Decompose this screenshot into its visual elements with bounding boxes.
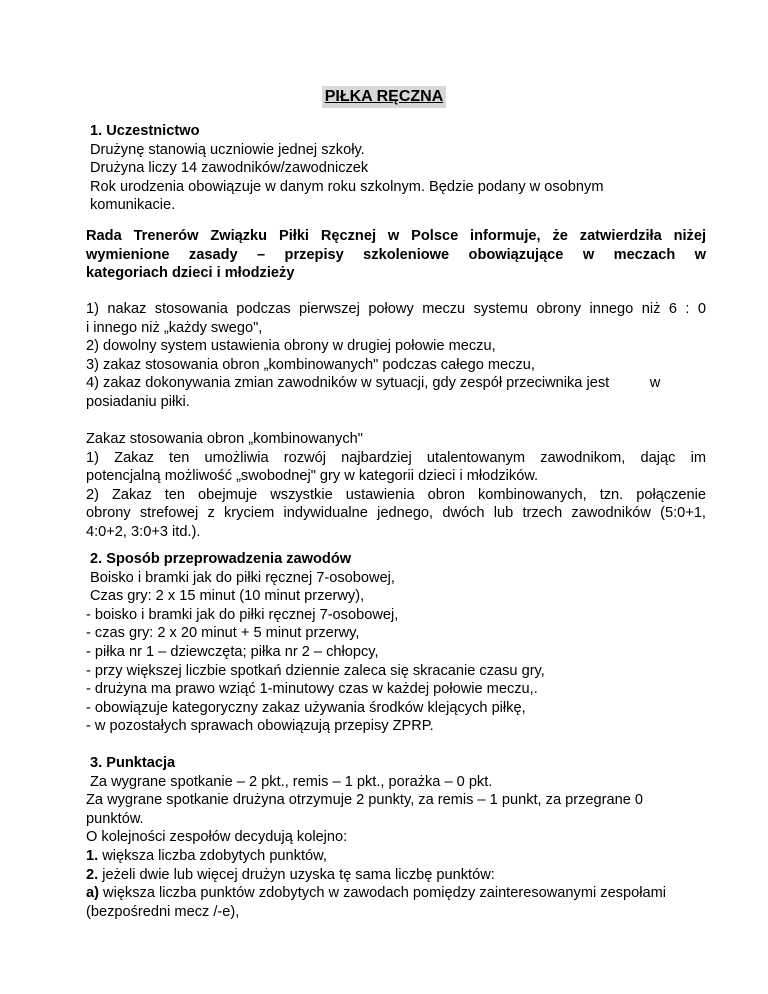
rule-line: 3) zakaz stosowania obron „kombinowanych" podczas całego meczu, [86, 356, 535, 373]
list-item: - boisko i bramki jak do piłki ręcznej 7-osobowej, [86, 606, 399, 623]
paragraph-line: punktów. [86, 810, 144, 827]
paragraph-line: potencjalną możliwość „swobodnej" gry w kategorii dzieci i młodzików. [86, 468, 539, 485]
paragraph-line: O kolejności zespołów decydują kolejno: [86, 829, 348, 846]
item-text: większa liczba punktów zdobytych w zawodach pomiędzy zainteresowanymi zespołami [98, 885, 666, 902]
paragraph-line: Rok urodzenia obowiązuje w danym roku szkolnym. Będzie podany w osobnym [90, 178, 604, 195]
list-item: - drużyna ma prawo wziąć 1-minutowy czas w każdej połowie meczu,. [86, 681, 538, 698]
paragraph-line: Drużynę stanowią uczniowie jednej szkoły. [90, 141, 365, 158]
paragraph-line: Rada Trenerów Związku Piłki Ręcznej w Polsce informuje, że zatwierdziła niżej [86, 228, 706, 244]
rule-line: 4) zakaz dokonywania zmian zawodników w sytuacji, gdy zespół przeciwnika jest w [86, 375, 661, 392]
list-item: - piłka nr 1 – dziewczęta; piłka nr 2 – chłopcy, [86, 643, 379, 660]
rule-line: 1) nakaz stosowania podczas pierwszej połowy meczu systemu obrony innego niż 6 : 0 [86, 301, 706, 317]
ranking-item-a [86, 884, 706, 903]
paragraph-line: Za wygrane spotkanie – 2 pkt., remis – 1 pkt., porażka – 0 pkt. [90, 773, 493, 790]
section-heading: 1. Uczestnictwo [90, 123, 200, 139]
item-number: a) [86, 885, 99, 902]
paragraph-line: obrony strefowej z kryciem indywidualne jednego, dwóch lub trzech zawodników (5:0+1, [86, 505, 706, 522]
paragraph-line: Zakaz stosowania obron „kombinowanych" [86, 431, 363, 447]
paragraph-line: Czas gry: 2 x 15 minut (10 minut przerwy), [90, 588, 365, 605]
section-sposob [86, 550, 706, 736]
rules-list [86, 300, 706, 412]
paragraph-line: wymienione zasady – przepisy szkoleniowe obowiązujące w meczach w [86, 246, 706, 263]
paragraph-line: Drużyna liczy 14 zawodników/zawodniczek [90, 160, 369, 177]
section-punktacja [86, 754, 706, 921]
section-heading: 2. Sposób przeprowadzenia zawodów [90, 551, 352, 567]
item-text: większa liczba zdobytych punktów, [98, 847, 327, 864]
list-item: - obowiązuje kategoryczny zakaz używania środków klejących piłkę, [86, 699, 526, 716]
list-item: - czas gry: 2 x 20 minut + 5 minut przerwy, [86, 625, 360, 642]
ranking-item-2 [86, 866, 706, 885]
rada-announcement [86, 227, 706, 283]
item-text: jeżeli dwie lub więcej drużyn uzyska tę sama liczbę punktów: [98, 866, 495, 883]
paragraph-line: (bezpośredni mecz /-e), [86, 903, 240, 920]
rule-line: posiadaniu piłki. [86, 393, 190, 410]
list-item: - w pozostałych sprawach obowiązują przepisy ZPRP. [86, 718, 434, 735]
paragraph-line: 1) Zakaz ten umożliwia rozwój najbardziej utalentowanym zawodnikom, dając im [86, 449, 706, 466]
title-text: PIŁKA RĘCZNA [322, 86, 447, 108]
paragraph-line: komunikacie. [90, 197, 176, 214]
document-title [0, 86, 768, 108]
section-heading: 3. Punktacja [90, 755, 176, 771]
section-uczestnictwo [90, 122, 710, 215]
item-number: 1. [86, 847, 99, 864]
paragraph-line: Za wygrane spotkanie drużyna otrzymuje 2 punkty, za remis – 1 punkt, za przegrane 0 [86, 792, 644, 809]
ranking-item-1 [86, 847, 706, 866]
rule-line: 2) dowolny system ustawienia obrony w drugiej połowie meczu, [86, 338, 496, 355]
paragraph-line: 4:0+2, 3:0+3 itd.). [86, 523, 201, 540]
paragraph-line: 2) Zakaz ten obejmuje wszystkie ustawienia obron kombinowanych, tzn. połączenie [86, 486, 706, 503]
paragraph-line: kategoriach dzieci i młodzieży [86, 265, 295, 282]
rule-line: i innego niż „każdy swego", [86, 319, 263, 336]
list-item: - przy większej liczbie spotkań dziennie zaleca się skracanie czasu gry, [86, 662, 545, 679]
item-number: 2. [86, 866, 99, 883]
paragraph-line: Boisko i bramki jak do piłki ręcznej 7-osobowej, [90, 569, 395, 586]
zakaz-section [86, 430, 706, 542]
